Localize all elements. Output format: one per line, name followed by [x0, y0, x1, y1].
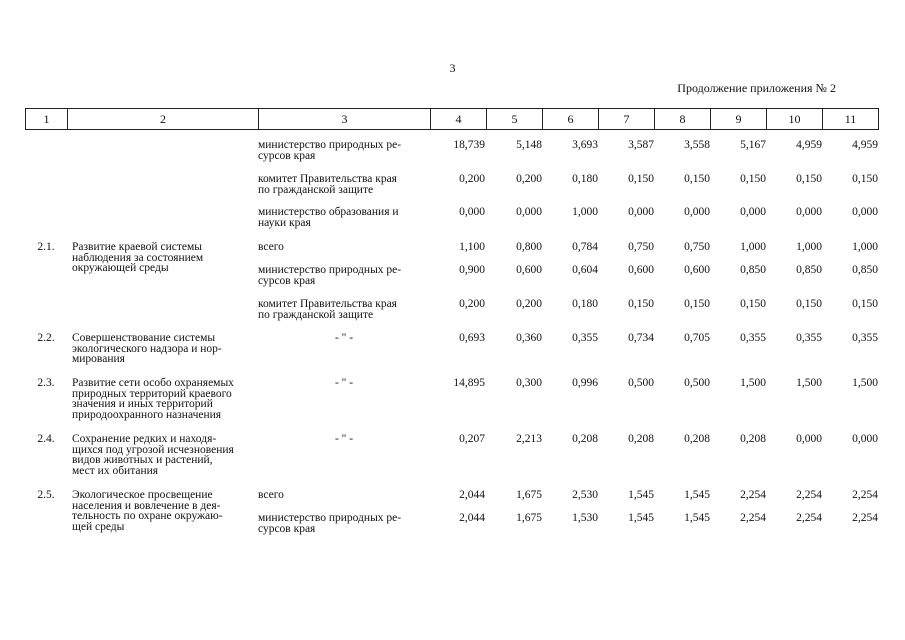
header-cell: 1	[26, 109, 68, 130]
value-cell: 0,750	[684, 241, 710, 253]
value-cell: 1,675	[516, 512, 542, 524]
value-cell: 0,600	[684, 264, 710, 276]
value-cell: 0,850	[852, 264, 878, 276]
value-cell: 0,208	[572, 433, 598, 445]
executor-label: - " -	[334, 332, 354, 344]
value-cell: 0,180	[572, 173, 598, 185]
value-cell: 2,254	[796, 489, 822, 501]
value-cell: 2,530	[572, 489, 598, 501]
header-cell: 10	[767, 109, 823, 130]
value-cell: 1,675	[516, 489, 542, 501]
measure-name: Экологическое просвещение населения и вовлечение в дея- тельность по охране окружаю- щей среды	[72, 489, 223, 533]
value-cell: 0,750	[628, 241, 654, 253]
value-cell: 0,150	[852, 298, 878, 310]
value-cell: 0,200	[459, 298, 485, 310]
executor-label: комитет Правительства края по гражданской защите	[258, 298, 397, 321]
value-cell: 1,000	[740, 241, 766, 253]
header-cell: 3	[259, 109, 431, 130]
value-cell: 0,208	[684, 433, 710, 445]
row-number: 2.1.	[37, 241, 55, 253]
value-cell: 0,355	[852, 332, 878, 344]
value-cell: 2,044	[459, 489, 485, 501]
value-cell: 0,150	[796, 173, 822, 185]
value-cell: 0,150	[628, 298, 654, 310]
row-number: 2.3.	[37, 377, 55, 389]
value-cell: 0,150	[684, 298, 710, 310]
value-cell: 0,500	[684, 377, 710, 389]
value-cell: 1,500	[740, 377, 766, 389]
row-number: 2.4.	[37, 433, 55, 445]
measure-name: Сохранение редких и находя- щихся под угрозой исчезновения видов животных и растений, мест их обитания	[72, 433, 234, 477]
value-cell: 1,000	[796, 241, 822, 253]
measure-name: Развитие сети особо охраняемых природных территорий краевого значения и иных территорий природоохранного назначения	[72, 377, 234, 421]
value-cell: 0,300	[516, 377, 542, 389]
value-cell: 0,600	[628, 264, 654, 276]
value-cell: 4,959	[852, 139, 878, 151]
value-cell: 2,254	[852, 489, 878, 501]
value-cell: 2,254	[796, 512, 822, 524]
value-cell: 0,208	[740, 433, 766, 445]
value-cell: 2,213	[516, 433, 542, 445]
header-cell: 4	[431, 109, 487, 130]
header-cell: 8	[655, 109, 711, 130]
executor-label: всего	[258, 241, 284, 253]
value-cell: 14,895	[453, 377, 485, 389]
value-cell: 1,100	[459, 241, 485, 253]
value-cell: 0,705	[684, 332, 710, 344]
column-header-table	[25, 108, 879, 130]
executor-label: комитет Правительства края по гражданской защите	[258, 173, 397, 196]
executor-label: министерство образования и науки края	[258, 206, 399, 229]
value-cell: 0,200	[459, 173, 485, 185]
value-cell: 1,545	[684, 512, 710, 524]
value-cell: 3,558	[684, 139, 710, 151]
value-cell: 0,180	[572, 298, 598, 310]
executor-label: министерство природных ре- сурсов края	[258, 512, 402, 535]
value-cell: 1,500	[796, 377, 822, 389]
measure-name: Развитие краевой системы наблюдения за состоянием окружающей среды	[72, 241, 204, 274]
executor-label: министерство природных ре- сурсов края	[258, 264, 402, 287]
value-cell: 0,850	[740, 264, 766, 276]
value-cell: 0,996	[572, 377, 598, 389]
value-cell: 2,254	[852, 512, 878, 524]
value-cell: 0,000	[684, 206, 710, 218]
value-cell: 0,208	[628, 433, 654, 445]
value-cell: 5,167	[740, 139, 766, 151]
value-cell: 0,150	[628, 173, 654, 185]
row-number: 2.2.	[37, 332, 55, 344]
value-cell: 1,545	[628, 512, 654, 524]
value-cell: 0,000	[852, 433, 878, 445]
executor-label: - " -	[334, 433, 354, 445]
value-cell: 1,530	[572, 512, 598, 524]
value-cell: 0,000	[459, 206, 485, 218]
value-cell: 0,200	[516, 298, 542, 310]
header-cell: 11	[823, 109, 879, 130]
continuation-label: Продолжение приложения № 2	[677, 81, 836, 95]
value-cell: 0,150	[852, 173, 878, 185]
value-cell: 3,693	[572, 139, 598, 151]
value-cell: 0,355	[740, 332, 766, 344]
value-cell: 0,000	[852, 206, 878, 218]
value-cell: 0,150	[740, 173, 766, 185]
value-cell: 4,959	[796, 139, 822, 151]
value-cell: 2,254	[740, 489, 766, 501]
value-cell: 0,000	[740, 206, 766, 218]
executor-label: всего	[258, 489, 284, 501]
value-cell: 0,000	[628, 206, 654, 218]
value-cell: 1,000	[572, 206, 598, 218]
value-cell: 0,200	[516, 173, 542, 185]
value-cell: 0,355	[572, 332, 598, 344]
page-number: 3	[449, 61, 456, 75]
header-cell: 6	[543, 109, 599, 130]
value-cell: 0,360	[516, 332, 542, 344]
value-cell: 5,148	[516, 139, 542, 151]
value-cell: 0,600	[516, 264, 542, 276]
value-cell: 0,150	[796, 298, 822, 310]
value-cell: 1,545	[684, 489, 710, 501]
value-cell: 0,784	[572, 241, 598, 253]
value-cell: 1,500	[852, 377, 878, 389]
value-cell: 0,000	[796, 206, 822, 218]
executor-label: министерство природных ре- сурсов края	[258, 139, 402, 162]
value-cell: 0,800	[516, 241, 542, 253]
value-cell: 1,545	[628, 489, 654, 501]
value-cell: 0,900	[459, 264, 485, 276]
value-cell: 0,000	[516, 206, 542, 218]
measure-name: Совершенствование системы экологического надзора и нор- мирования	[72, 332, 222, 365]
value-cell: 0,604	[572, 264, 598, 276]
value-cell: 18,739	[453, 139, 485, 151]
value-cell: 0,000	[796, 433, 822, 445]
row-number: 2.5.	[37, 489, 55, 501]
value-cell: 0,355	[796, 332, 822, 344]
value-cell: 1,000	[852, 241, 878, 253]
header-cell: 5	[487, 109, 543, 130]
value-cell: 0,850	[796, 264, 822, 276]
executor-label: - " -	[334, 377, 354, 389]
value-cell: 0,734	[628, 332, 654, 344]
value-cell: 0,150	[684, 173, 710, 185]
header-cell: 9	[711, 109, 767, 130]
value-cell: 0,207	[459, 433, 485, 445]
header-cell: 7	[599, 109, 655, 130]
value-cell: 0,693	[459, 332, 485, 344]
value-cell: 0,500	[628, 377, 654, 389]
value-cell: 2,254	[740, 512, 766, 524]
value-cell: 3,587	[628, 139, 654, 151]
value-cell: 2,044	[459, 512, 485, 524]
header-row	[26, 109, 879, 130]
value-cell: 0,150	[740, 298, 766, 310]
header-cell: 2	[68, 109, 259, 130]
